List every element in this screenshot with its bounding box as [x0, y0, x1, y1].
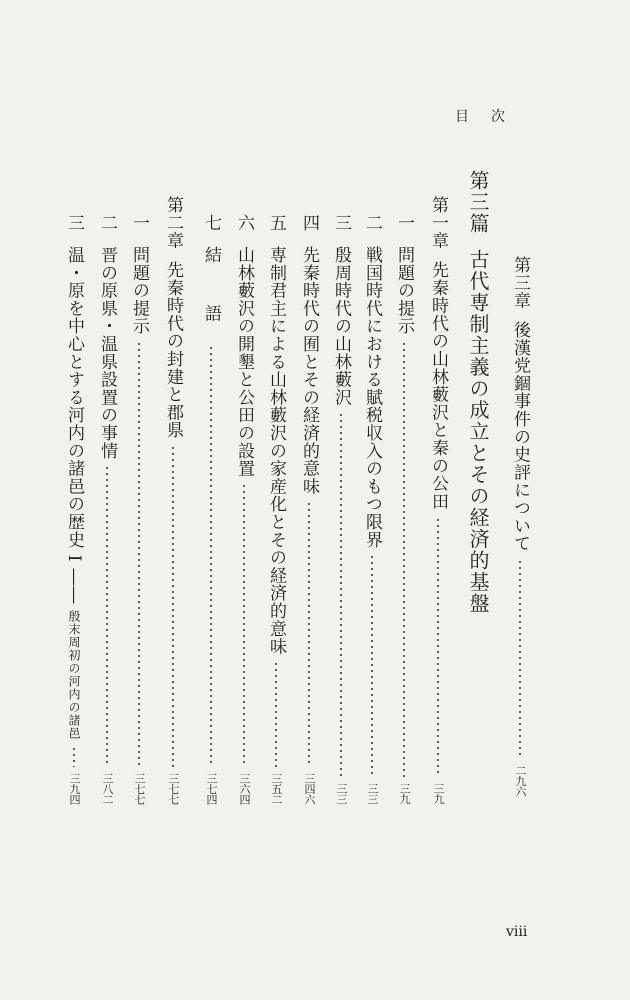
entry-page: 三七七	[133, 772, 146, 804]
entry-number: 三	[331, 214, 351, 232]
entry-number: 五	[266, 214, 286, 232]
entry-number: 七	[201, 214, 221, 232]
toc-entry	[95, 214, 119, 804]
toc-entry	[329, 214, 353, 804]
entry-title: 山林藪沢の開墾と公田の設置	[234, 245, 254, 478]
entry-number: 一	[129, 214, 149, 232]
toc-entry	[127, 214, 151, 804]
entry-title: 先秦時代の山林藪沢と秦の公田	[428, 261, 448, 511]
entry-page: 三六四	[238, 772, 251, 804]
entry-title: 結 語	[201, 245, 221, 340]
entry-page: 三九四	[68, 772, 81, 804]
dot-leader	[106, 465, 108, 766]
page-header-title: 目次	[455, 109, 527, 125]
toc-entry	[360, 214, 384, 804]
entry-title: 問題の提示	[394, 245, 414, 335]
entry-number: 六	[234, 214, 254, 232]
dot-leader	[308, 501, 310, 766]
dot-leader	[172, 445, 174, 766]
toc-entry	[161, 196, 185, 804]
dot-leader	[371, 554, 373, 777]
entry-page: 三九	[432, 783, 445, 804]
page-number: viii	[506, 924, 528, 940]
entry-page: 三五二	[270, 772, 283, 804]
entry-page: 三八二	[101, 772, 114, 804]
entry-title: 専制君主による山林藪沢の家産化とその経済的意味	[266, 245, 286, 656]
entry-title: 殷周時代の山林藪沢	[331, 245, 351, 407]
entry-number: 第一章	[428, 196, 448, 250]
dot-leader	[340, 412, 342, 777]
entry-number: 二	[362, 214, 382, 232]
entry-title: 先秦時代の封建と郡県	[163, 261, 183, 440]
entry-title: 戦国時代における賦税収入のもつ限界	[362, 245, 382, 549]
entry-page: 三四六	[303, 772, 316, 804]
dot-leader	[437, 517, 439, 777]
dot-leader	[275, 661, 277, 766]
dot-leader	[210, 345, 212, 766]
part-heading	[466, 170, 490, 614]
entry-number: 二	[97, 214, 117, 232]
dot-leader	[73, 746, 75, 767]
entry-title: 晋の原県・温県設置の事情	[97, 245, 117, 460]
part-number: 第三篇	[466, 170, 490, 235]
entry-title: 温・原を中心とする河内の諸邑の歴史 I ――	[64, 245, 84, 604]
dot-leader	[403, 341, 405, 777]
entry-title: 後漢党錮事件の史評について	[510, 321, 530, 553]
entry-page: 三七七	[167, 772, 180, 804]
entry-number: 第二章	[163, 196, 183, 250]
toc-entry	[199, 214, 223, 804]
dot-leader	[519, 559, 521, 759]
toc-entry	[426, 196, 450, 804]
entry-number: 第三章	[510, 256, 530, 310]
entry-page: 三三	[335, 783, 348, 804]
entry-page: 三九	[398, 783, 411, 804]
entry-page: 三七四	[205, 772, 218, 804]
toc-entry	[62, 214, 86, 804]
toc-entry	[508, 256, 532, 796]
entry-number: 四	[299, 214, 319, 232]
entry-title: 先秦時代の囿とその経済的意味	[299, 245, 319, 496]
entry-page: 三三	[366, 783, 379, 804]
toc-entry	[392, 214, 416, 804]
entry-number: 一	[394, 214, 414, 232]
toc-entry	[297, 214, 321, 804]
part-title: 古代専制主義の成立とその経済的基盤	[466, 248, 490, 614]
entry-page: 二九六	[514, 764, 527, 796]
entry-title: 問題の提示	[129, 245, 149, 335]
toc-entry	[232, 214, 256, 804]
toc-entry	[264, 214, 288, 804]
entry-number: 三	[64, 214, 84, 232]
dot-leader	[138, 341, 140, 767]
dot-leader	[243, 483, 245, 766]
entry-subtitle: 殷末周初の河内の諸邑	[67, 609, 81, 740]
